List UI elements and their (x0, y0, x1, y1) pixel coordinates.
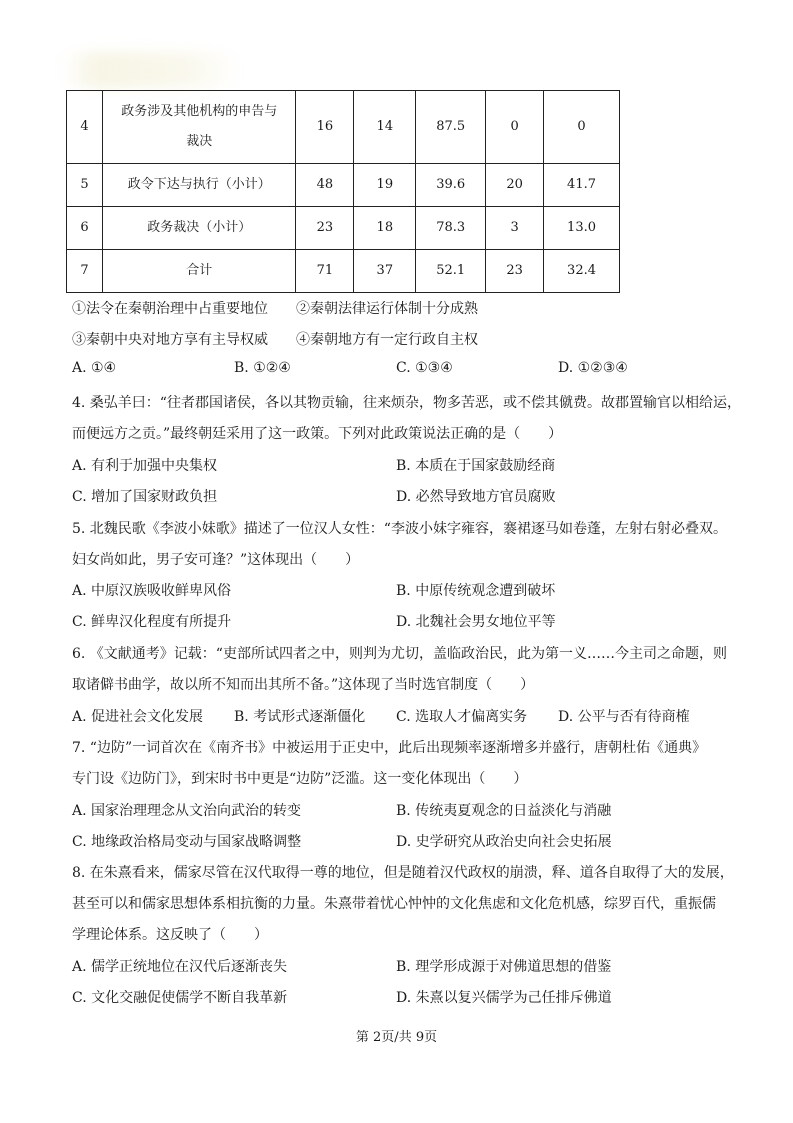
q3-option-c[interactable]: C. ①③④ (396, 360, 453, 376)
table-cell-a: 48 (296, 164, 354, 207)
q5-option-a[interactable]: A. 中原汉族吸收鲜卑风俗 (72, 583, 232, 599)
table-cell-d: 0 (486, 91, 544, 164)
q5-stem-line2: 妇女尚如此，男子安可逢？”这体现出（ ） (72, 552, 360, 568)
q5-stem-line1: 5. 北魏民歌《李波小妹歌》描述了一位汉人女性：“李波小妹字雍容，褰裙逐马如卷蓬，左射右射必叠双。 (72, 521, 727, 537)
q7-option-c[interactable]: C. 地缘政治格局变动与国家战略调整 (72, 834, 302, 850)
table-row (67, 91, 620, 164)
q6-stem-line1: 6. 《文献通考》记载：“吏部所试四者之中，则判为尤切，盖临政治民，此为第一义……今主司之命题，则 (72, 646, 727, 662)
q3-option-b[interactable]: B. ①②④ (234, 360, 291, 376)
table-cell-b: 14 (354, 91, 416, 164)
q5-option-d[interactable]: D. 北魏社会男女地位平等 (396, 614, 556, 630)
table-cell-c: 78.3 (416, 207, 486, 250)
page-number: 第 2页/共 9页 (355, 1030, 438, 1045)
table-cell-d: 23 (486, 250, 544, 293)
q4-stem-line2: 而便远方之贡。”最终朝廷采用了这一政策。下列对此政策说法正确的是（ ） (72, 426, 563, 442)
q3-option-d[interactable]: D. ①②③④ (558, 360, 628, 376)
q4-option-d[interactable]: D. 必然导致地方官员腐败 (396, 489, 556, 505)
q7-option-a[interactable]: A. 国家治理理念从文治向武治的转变 (72, 803, 302, 819)
q8-option-b[interactable]: B. 理学形成源于对佛道思想的借鉴 (396, 959, 612, 975)
table-cell-e: 41.7 (544, 164, 620, 207)
q5-options (72, 580, 722, 602)
q5-option-b[interactable]: B. 中原传统观念遭到破坏 (396, 583, 556, 599)
table-cell-c: 87.5 (416, 91, 486, 164)
q4-options-row2 (72, 486, 722, 508)
table-cell-b: 19 (354, 164, 416, 207)
q8-option-d[interactable]: D. 朱熹以复兴儒学为己任排斥佛道 (396, 990, 612, 1006)
scan-smudge (62, 52, 242, 88)
q8-stem-line1: 8. 在朱熹看来，儒家尽管在汉代取得一尊的地位，但是随着汉代政权的崩溃，释、道各自取得了大的发展， (72, 865, 734, 881)
q6-options (72, 706, 722, 728)
table-row (67, 164, 620, 207)
q3-options (72, 360, 722, 382)
q4-option-a[interactable]: A. 有利于加强中央集权 (72, 458, 218, 474)
q7-options (72, 800, 722, 822)
q5-option-c[interactable]: C. 鲜卑汉化程度有所提升 (72, 614, 232, 630)
table-cell-b: 37 (354, 250, 416, 293)
q6-option-a[interactable]: A. 促进社会文化发展 (72, 709, 204, 725)
q6-option-d[interactable]: D. 公平与否有待商榷 (558, 709, 690, 725)
table-cell-e: 13.0 (544, 207, 620, 250)
q7-option-b[interactable]: B. 传统夷夏观念的日益淡化与消融 (396, 803, 612, 819)
q6-option-b[interactable]: B. 考试形式逐渐僵化 (234, 709, 366, 725)
q4-option-b[interactable]: B. 本质在于国家鼓励经商 (396, 458, 556, 474)
q8-stem-line3: 学理论体系。这反映了（ ） (72, 927, 268, 943)
table-cell-no: 6 (67, 207, 103, 250)
table-cell-d: 3 (486, 207, 544, 250)
table-cell-item: 政务涉及其他机构的申告与裁决 (102, 91, 296, 164)
q4-options (72, 455, 722, 477)
q3-statement-3: ③秦朝中央对地方享有主导权威 (72, 332, 268, 348)
q8-option-a[interactable]: A. 儒学正统地位在汉代后逐渐丧失 (72, 959, 288, 975)
q8-options-row2 (72, 987, 722, 1009)
q3-statement-1: ①法令在秦朝治理中占重要地位 (72, 301, 268, 317)
statistics-table (66, 90, 620, 293)
table-cell-no: 7 (67, 250, 103, 293)
q8-options (72, 956, 722, 978)
table-cell-a: 16 (296, 91, 354, 164)
q7-option-d[interactable]: D. 史学研究从政治史向社会史拓展 (396, 834, 612, 850)
table-cell-item: 政务裁决（小计） (102, 207, 296, 250)
q8-stem-line2: 甚至可以和儒家思想体系相抗衡的力量。朱熹带着忧心忡忡的文化焦虑和文化危机感，综罗百代，重振儒 (72, 896, 716, 912)
q8-option-c[interactable]: C. 文化交融促使儒学不断自我革新 (72, 990, 288, 1006)
q4-stem-line1: 4. 桑弘羊曰：“往者郡国诸侯，各以其物贡输，往来烦杂，物多苦恶，或不偿其僦费。故郡置输官以相给运， (72, 395, 741, 411)
table-cell-b: 18 (354, 207, 416, 250)
q3-statement-4: ④秦朝地方有一定行政自主权 (296, 332, 478, 348)
table-cell-a: 71 (296, 250, 354, 293)
table-cell-e: 32.4 (544, 250, 620, 293)
table-cell-no: 5 (67, 164, 103, 207)
table-cell-c: 52.1 (416, 250, 486, 293)
q3-option-a[interactable]: A. ①④ (72, 360, 117, 376)
table-cell-c: 39.6 (416, 164, 486, 207)
table-cell-d: 20 (486, 164, 544, 207)
table-cell-no: 4 (67, 91, 103, 164)
q7-stem-line2: 专门设《边防门》，到宋时书中更是“边防”泛滥。这一变化体现出（ ） (72, 771, 528, 787)
table-cell-item: 政令下达与执行（小计） (102, 164, 296, 207)
table-row (67, 250, 620, 293)
q7-stem-line1: 7. “边防”一词首次在《南齐书》中被运用于正史中，此后出现频率逐渐增多并盛行，唐朝杜佑《通典》 (72, 740, 707, 756)
q5-options-row2 (72, 611, 722, 633)
q7-options-row2 (72, 831, 722, 853)
q6-option-c[interactable]: C. 选取人才偏离实务 (396, 709, 528, 725)
q3-statement-2: ②秦朝法律运行体制十分成熟 (296, 301, 478, 317)
table-cell-e: 0 (544, 91, 620, 164)
q6-stem-line2: 取诸僻书曲学，故以所不知而出其所不备。”这体现了当时选官制度（ ） (72, 677, 535, 693)
table-row (67, 207, 620, 250)
table-cell-item: 合计 (102, 250, 296, 293)
q4-option-c[interactable]: C. 增加了国家财政负担 (72, 489, 218, 505)
table-cell-a: 23 (296, 207, 354, 250)
